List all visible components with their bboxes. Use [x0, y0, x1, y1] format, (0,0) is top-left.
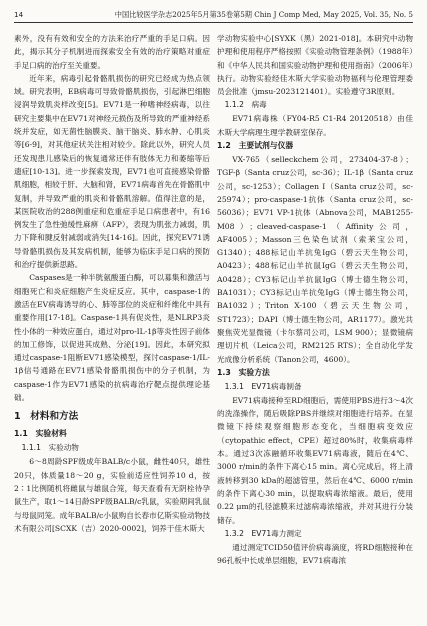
subsubsection-heading: 1.1.1 实验动物 — [21, 443, 79, 453]
running-header — [14, 8, 413, 23]
section-heading: 1 材料和方法 — [14, 411, 79, 423]
subsection-heading: 1.2 主要试剂与仪器 — [217, 141, 294, 151]
paragraph: 素外，没有有效和安全的方法来治疗严重的手足口病。因此，揭示其分子机制进而探索安全有效的治疗策略对重症手足口病的治疗至关重要。 — [14, 34, 210, 70]
subsection-heading: 1.1 实验材料 — [14, 429, 67, 439]
paragraph: VX-765（selleckchem公司，273404-37-8）；TGF-β（Santa cruz公司，sc-36）；IL-1β（Santa cruz公司，sc-1253）；Collagen Ⅰ（Santa cruz公司，sc-25974）；pro-caspase-1抗体（Santa cruz公司，sc-56036）；EV71 VP-1抗体（Abnova公司，MAB1255-M08）；cleaved-caspase-1（Affinity公司，AF4005）；Masson三色染色试剂（索莱宝公司，G1340）；488标记山羊抗兔IgG（碧云天生物公司，A0423）；488标记山羊抗鼠IgG（碧云天生物公司，A0428）；CY3标记山羊抗鼠IgG（博士德生物公司，BA1031）；CY3标记山羊抗兔IgG（博士德生物公司，BA1032）；Triton X-100（碧云天生物公司，ST1723）；DAPI（博士德生物公司，AR1177）。激光共聚焦荧光显微镜（卡尔蔡司公司，LSM 900）；显微镜病理切片机（Leica公司，RM2125 RTS）；全自动化学发光成像分析系统（Tanon公司，4600）。 — [217, 155, 413, 364]
page-number: 14 — [14, 10, 24, 19]
paragraph: 近年来，病毒引起骨骼肌损伤的研究已经成为热点领域。研究表明，EB病毒可导致骨骼肌损伤，引起淋巴细胞浸润导致肌炎样改变[5]。EV71是一种嗜神经病毒，以往研究主要集中在EV71对神经元损伤及所导致的严重神经系统并发症，如无菌性脑膜炎、脑干脑炎、肺水肿、心肌炎等[6-9]，对其他症状关注相对较少。除此以外，研究人员还发现患儿感染后的恢复通常还伴有肢体无力和萎缩等后遗症[10-13]。进一步探索发现，EV71也可直接感染骨骼肌细胞，相较于肝、大脑和肾，EV71病毒首先在骨骼肌中复制，并导致严重的肌炎和骨骼肌溶解。值得注意的是，某医院收治的288例重症和危重症手足口病患者中，有16例发生了急性弛缓性麻痹（AFP），表现为肌张力减弱，肌力下降和腱反射减弱或消失[14-16]。因此，探究EV71诱导骨骼肌损伤及其发病机制，能够为临床手足口病的预防和治疗提供新思路。 — [14, 73, 210, 270]
subsubsection-heading: 1.3.1 EV71病毒制备 — [224, 381, 302, 391]
right-column — [217, 32, 413, 567]
journal-citation: 中国比较医学杂志2025年5月第35卷第5期 Chin J Comp Med, May 2025, Vol. 35, No. 5 — [114, 10, 413, 19]
paragraph: EV71病毒接种至RD细胞后，需使用PBS进行3～4次的洗涤操作，随后吸除PBS并继续对细胞进行培养。在显微镜下持续观察细胞形态变化，当细胞病变效应（cytopathic effect，CPE）超过80%时，收集病毒样本。通过3次冻融循环收集EV71病毒液，随后在4℃、3000 r/min的条件下离心15 min。离心完成后，将上清液转移到30 kDa的超滤管里，然后在4℃、6000 r/min的条件下离心30 min，以提取病毒浓缩液。最后，使用0.22 μm的孔径滤膜来过滤病毒浓缩液，并对其进行分装储存。 — [217, 395, 413, 525]
paragraph: EV71病毒株（FY04-R5 C1-R4 20120518）由佳木斯大学病理生理学教研室保存。 — [217, 114, 413, 137]
paragraph: Caspases是一种半胱氨酸蛋白酶，可以募集和激活与细胞死亡和炎症细胞产生炎症反应。其中，caspase-1的激活在EV病毒诱导的心、肺等部位的炎症和纤维化中具有重要作用[17-18]。Caspase-1具有促炎性，是NLRP3炎性小体的一种效应蛋白，通过对pro-IL-1β等炎性因子前体的加工修饰，以促进其成熟、分泌[19]。因此，本研究拟通过caspase-1阻断EV71感染模型，探讨caspase-1/IL-1β信号通路在EV71感染骨骼肌损伤中的分子机制，为caspase-1作为EV71感染的抗病毒治疗靶点提供理论基础。 — [14, 273, 210, 403]
paragraph: 6～8周龄SPF级成年BALB/c小鼠，雌性40只，雄性20只，体质量18～20 g，实验前适应性饲养10 d，按2∶1比例随机将雌鼠与雄鼠合笼，每天查看有无阴栓待孕鼠生产，取1～14日龄SPF级BALB/c乳鼠，实验期间乳鼠与母鼠同笼。成年BALB/c小鼠购自长春市亿斯实验动物技术有限公司[SCXK（吉）2020-0002]，饲养于佳木斯大 — [14, 457, 210, 533]
subsubsection-heading: 1.1.2 病毒 — [224, 100, 267, 110]
subsection-heading: 1.3 实验方法 — [217, 367, 270, 377]
subsubsection-heading: 1.3.2 EV71毒力测定 — [224, 528, 302, 538]
paragraph: 学动物实验中心[SYXK（黑）2021-018]。本研究中动物护理和使用程序严格按照《实验动物管理条例》（1988年）和《中华人民共和国实验动物护理和使用指南》（2006年）执行。动物实验经佳木斯大学实验动物福利与伦理管理委员会批准（jmsu-2023121401）。实验遵守3R原则。 — [217, 34, 413, 97]
left-column — [14, 32, 210, 535]
paragraph: 通过测定TCID50值评价病毒滴度，将RD细胞接种在96孔板中长成单层细胞，EV71病毒浓 — [217, 542, 413, 566]
